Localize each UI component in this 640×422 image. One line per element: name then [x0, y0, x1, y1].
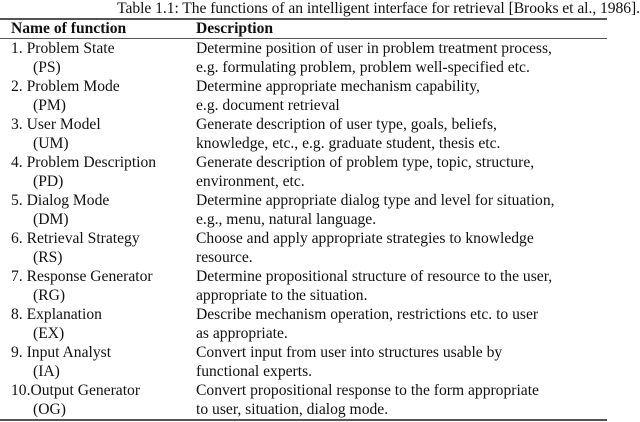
function-name: 2. Problem Mode: [11, 78, 120, 95]
table-row: [0, 153, 607, 191]
table-row: [0, 343, 607, 381]
table-row: [0, 267, 607, 305]
function-abbreviation: (OG): [33, 401, 66, 418]
function-description-line2: appropriate to the situation.: [196, 287, 368, 304]
function-abbreviation: (PM): [33, 97, 66, 114]
table-row: [0, 39, 607, 77]
function-description-line2: knowledge, etc., e.g. graduate student, thesis etc.: [196, 135, 501, 152]
function-description-line1: Determine appropriate dialog type and level for situation,: [196, 192, 555, 209]
function-name: 5. Dialog Mode: [11, 192, 110, 209]
function-description-line1: Convert input from user into structures usable by: [196, 344, 503, 361]
function-description-line1: Describe mechanism operation, restrictions etc. to user: [196, 306, 539, 323]
function-abbreviation: (RS): [33, 249, 63, 266]
table-row: [0, 115, 607, 153]
function-abbreviation: (PD): [33, 173, 64, 190]
function-description-line1: Generate description of user type, goals, beliefs,: [196, 116, 497, 133]
table-row: [0, 305, 607, 343]
function-abbreviation: (IA): [33, 363, 60, 380]
function-name: 1. Problem State: [11, 40, 115, 57]
column-header-description: Description: [196, 20, 274, 37]
table-header-row: [0, 19, 607, 38]
function-description-line1: Determine propositional structure of resource to the user,: [196, 268, 553, 285]
function-abbreviation: (PS): [33, 59, 61, 76]
function-name: 8. Explanation: [11, 306, 102, 323]
function-description-line1: Choose and apply appropriate strategies to knowledge: [196, 230, 534, 247]
column-header-name: Name of function: [11, 20, 127, 37]
table-body: [0, 39, 607, 419]
table-row: [0, 381, 607, 419]
function-abbreviation: (EX): [33, 325, 65, 342]
table-bottom-rule: [0, 419, 607, 421]
function-abbreviation: (UM): [33, 135, 69, 152]
function-name: 7. Response Generator: [11, 268, 153, 285]
function-name: 3. User Model: [11, 116, 101, 133]
function-description-line2: to user, situation, dialog mode.: [196, 401, 389, 418]
function-name: 9. Input Analyst: [11, 344, 112, 361]
function-description-line1: Determine position of user in problem treatment process,: [196, 40, 552, 57]
function-description-line2: resource.: [196, 249, 253, 266]
function-description-line2: functional experts.: [196, 363, 313, 380]
function-description-line2: e.g. formulating problem, problem well-specified etc.: [196, 59, 530, 76]
table-row: [0, 77, 607, 115]
table-row: [0, 229, 607, 267]
function-description-line1: Convert propositional response to the form appropriate: [196, 382, 539, 399]
function-name: 10.Output Generator: [11, 382, 141, 399]
table-row: [0, 191, 607, 229]
function-description-line2: environment, etc.: [196, 173, 305, 190]
functions-table: [0, 19, 607, 38]
function-description-line1: Determine appropriate mechanism capability,: [196, 78, 480, 95]
table-caption: Table 1.1: The functions of an intelligent interface for retrieval [Brooks et al., 1986].: [117, 0, 640, 17]
function-name: 6. Retrieval Strategy: [11, 230, 140, 247]
function-abbreviation: (DM): [33, 211, 69, 228]
function-description-line1: Generate description of problem type, topic, structure,: [196, 154, 535, 171]
function-name: 4. Problem Description: [11, 154, 157, 171]
function-abbreviation: (RG): [33, 287, 66, 304]
function-description-line2: e.g., menu, natural language.: [196, 211, 377, 228]
function-description-line2: e.g. document retrieval: [196, 97, 340, 114]
function-description-line2: as appropriate.: [196, 325, 288, 342]
